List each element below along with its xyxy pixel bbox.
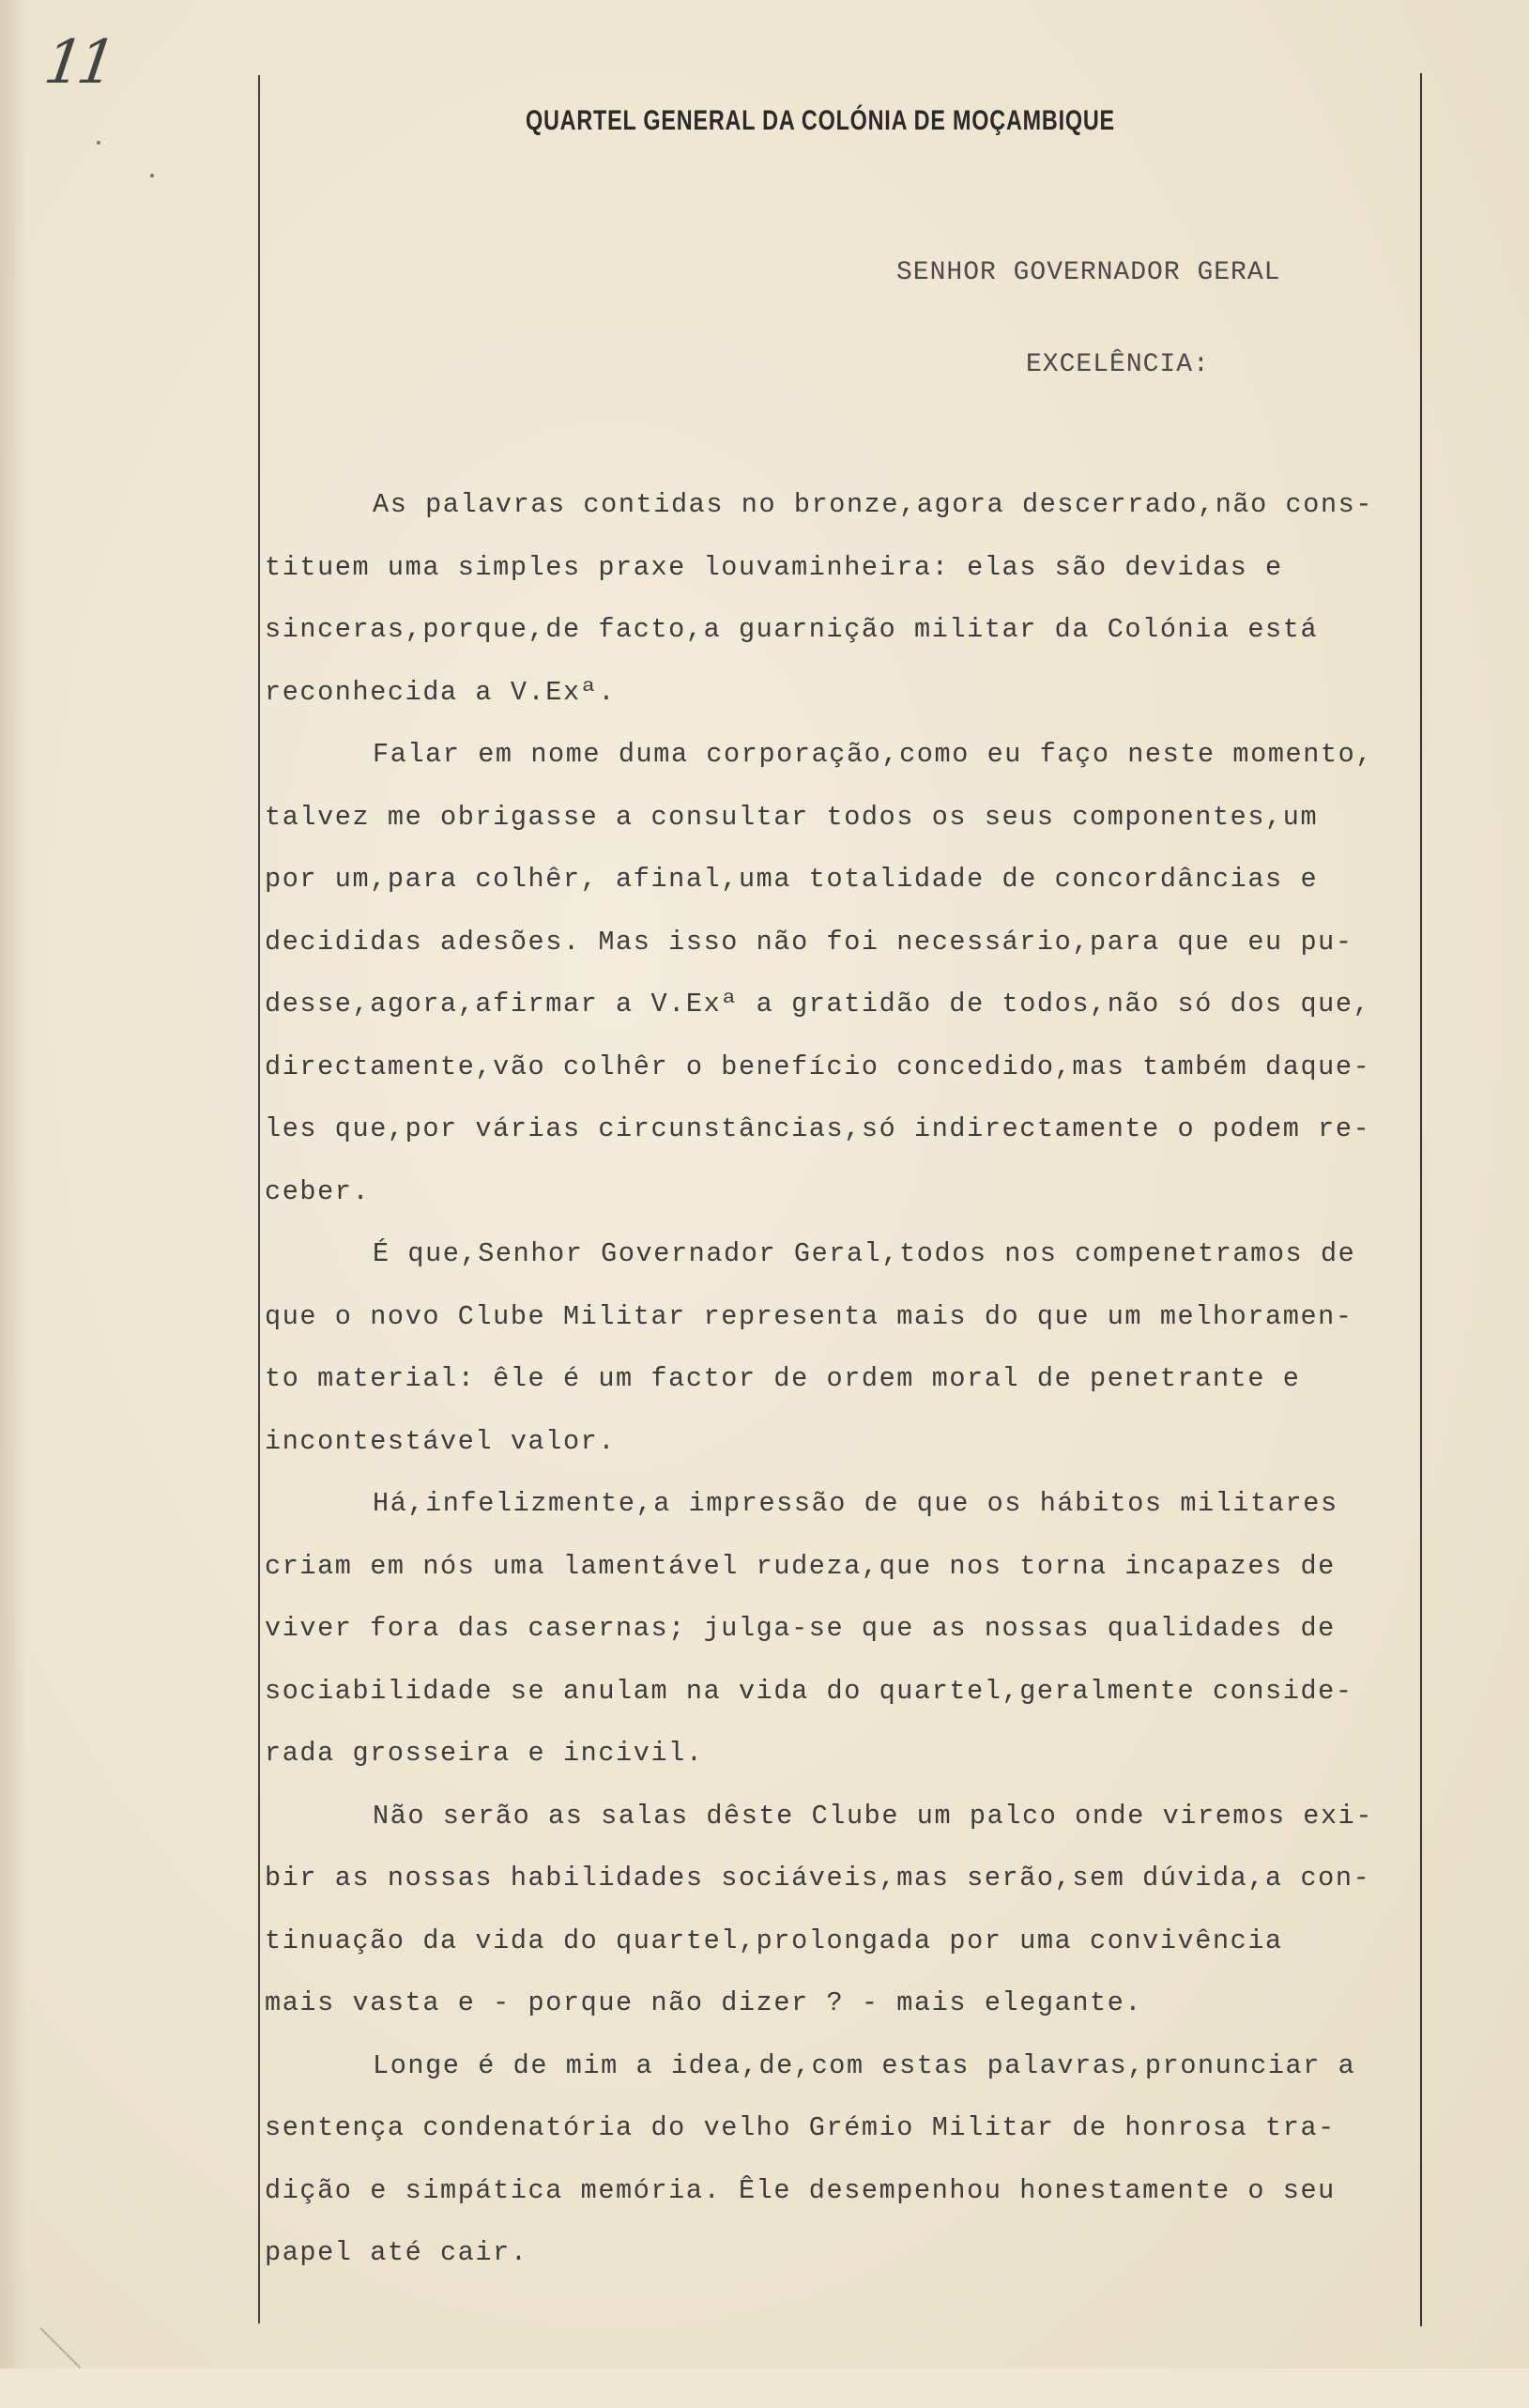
letterhead-title: QUARTEL GENERAL DA COLÓNIA DE MOÇAMBIQUE [526,105,1115,136]
text-line: viver fora das casernas; julga-se que as nossas qualidades de [265,1613,1336,1644]
text-line: sentença condenatória do velho Grémio Militar de honrosa tra- [265,2112,1336,2143]
text-line: sociabilidade se anulam na vida do quartel,geralmente conside- [265,1675,1353,1707]
text-line: Longe é de mim a idea,de,com estas palavras,pronunciar a [373,2049,1356,2081]
handwritten-page-number: 11 [39,28,115,98]
text-line: dição e simpática memória. Êle desempenhou honestamente o seu [265,2174,1336,2206]
text-line: papel até cair. [265,2237,528,2268]
text-line: É que,Senhor Governador Geral,todos nos compenetramos de [373,1238,1356,1269]
text-line: incontestável valor. [265,1425,617,1457]
text-line: tituem uma simples praxe louvaminheira: elas são devidas e [265,551,1283,583]
salutation: SENHOR GOVERNADOR GERAL [896,258,1281,287]
text-line: desse,agora,afirmar a V.Exª a gratidão de todos,não só dos que, [265,989,1371,1020]
ink-speck [150,174,154,177]
text-line: reconhecida a V.Exª. [265,676,617,708]
text-line: mais vasta e - porque não dizer ? - mais elegante. [265,1987,1143,2018]
page-edge-shadow [0,0,28,2369]
text-line: Há,infelizmente,a impressão de que os hábitos militares [373,1488,1338,1519]
text-line: decididas adesões. Mas isso não foi necessário,para que eu pu- [265,926,1353,958]
text-line: sinceras,porque,de facto,a guarnição militar da Colónia está [265,614,1319,645]
ink-speck [97,141,100,145]
text-line: to material: êle é um factor de ordem moral de penetrante e [265,1363,1301,1394]
text-line: ceber. [265,1175,371,1207]
text-line: que o novo Clube Militar representa mais do que um melhoramen- [265,1300,1353,1332]
text-line: tinuação da vida do quartel,prolongada por uma convivência [265,1925,1283,1956]
text-line: talvez me obrigasse a consultar todos os seus componentes,um [265,801,1319,833]
left-margin-rule [258,75,260,2324]
text-line: les que,por várias circunstâncias,só indirectamente o podem re- [265,1113,1371,1144]
text-line: por um,para colhêr, afinal,uma totalidade de concordâncias e [265,864,1319,895]
text-line: Falar em nome duma corporação,como eu faço neste momento, [373,739,1374,770]
letter-body [265,474,1457,2285]
text-line: Não serão as salas dêste Clube um palco onde viremos exi- [373,1800,1374,1832]
text-line: directamente,vão colhêr o benefício concedido,mas também daque- [265,1051,1371,1082]
text-line: bir as nossas habilidades sociáveis,mas serão,sem dúvida,a con- [265,1863,1371,1894]
address-line: EXCELÊNCIA: [1026,350,1210,379]
text-line: criam em nós uma lamentável rudeza,que nos torna incapazes de [265,1550,1336,1582]
text-line: As palavras contidas no bronze,agora descerrado,não cons- [373,489,1374,520]
text-line: rada grosseira e incivil. [265,1738,704,1769]
